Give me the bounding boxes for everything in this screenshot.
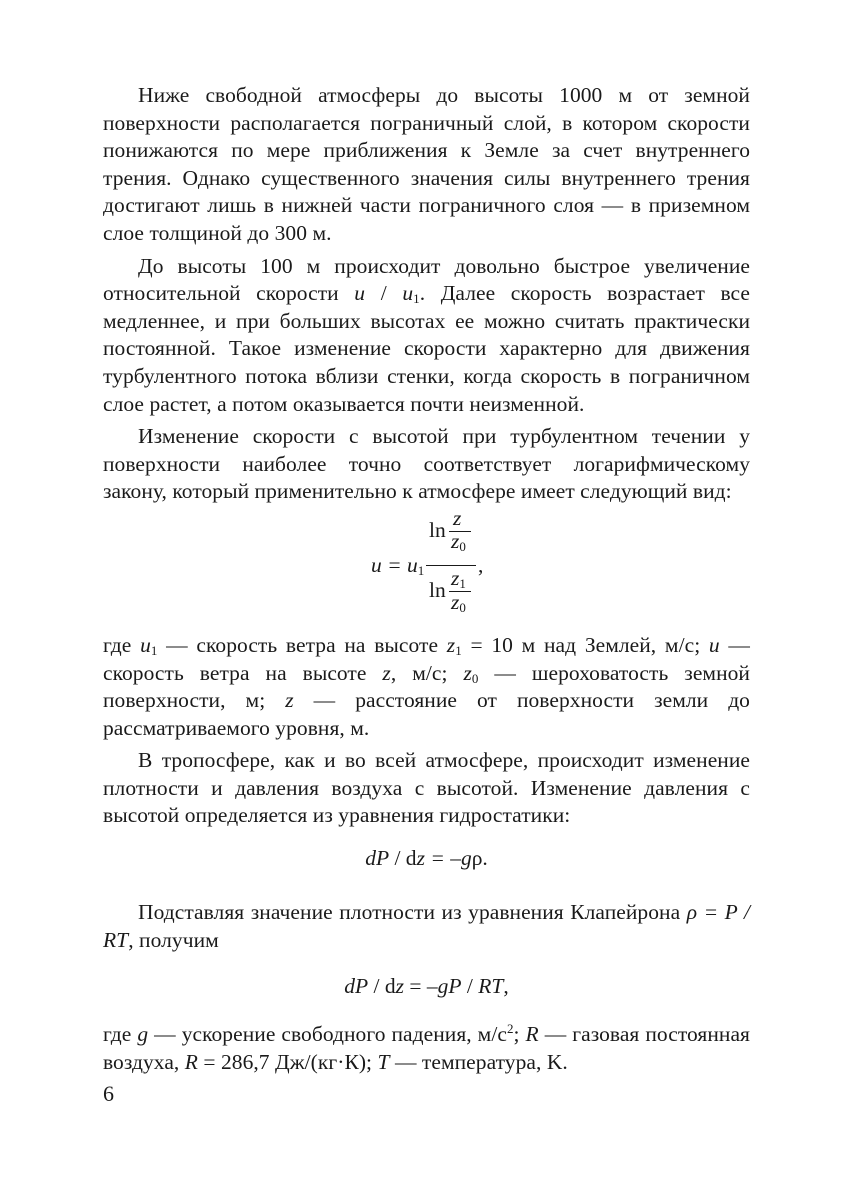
eq-part: dP	[365, 846, 390, 871]
eq-part: dP	[344, 974, 369, 999]
var-u: u	[708, 632, 720, 657]
text-run: — шероховатость земной поверхности, м;	[103, 660, 750, 713]
eq-part: RT	[478, 974, 504, 999]
eq-part: = –g	[424, 846, 472, 871]
den-z0	[451, 590, 466, 614]
eq-part: ρ.	[471, 846, 488, 871]
var-z: z	[382, 660, 391, 685]
eq-part: / d	[389, 846, 417, 871]
var-g: g	[137, 1022, 149, 1047]
text-run: Подставляя значение плотности из уравнения Клапейрона	[138, 900, 687, 925]
den-ln: ln	[429, 577, 446, 602]
var-T: T	[377, 1049, 390, 1074]
text-run: = 286,7 Дж/(кг·К);	[197, 1049, 378, 1074]
text-run: — газовая постоянная воздуха,	[103, 1022, 750, 1074]
var-z: z	[285, 688, 294, 713]
text-run: , получим	[128, 927, 219, 952]
text-run: — скорость ветра на высоте	[103, 632, 750, 685]
subscript: 1	[150, 642, 158, 658]
num-z0	[451, 529, 466, 553]
den-z0-sub: 0	[459, 599, 466, 615]
num-z0-sub: 0	[459, 538, 466, 554]
text-run: — ускорение свободного падения, м/с	[148, 1022, 507, 1047]
num-z0-var: z	[451, 528, 460, 553]
paragraph-troposphere: В тропосфере, как и во всей атмосфере, происходит изменение плотности и давления воздуха с высотой. Изменение давления с высотой определяется из уравнения гидростатики:	[103, 748, 750, 828]
subscript: 1	[455, 642, 462, 658]
inline-formula: ρ = P / RT	[103, 900, 750, 952]
formula-lhs	[371, 553, 424, 577]
var-u: u	[354, 281, 366, 306]
eq-part: z	[416, 846, 425, 871]
text-run: — скорость ветра на высоте	[157, 632, 447, 657]
eq-part: / d	[368, 974, 396, 999]
text-run: — расстояние от поверхности земли до рассматриваемого уровня, м.	[103, 688, 750, 740]
eq-part: ,	[503, 974, 509, 999]
lhs-text: u = u	[371, 552, 418, 577]
superscript: 2	[506, 1021, 514, 1037]
paragraph-variable-definitions	[103, 632, 750, 742]
den-z1	[451, 566, 466, 590]
num-ln: ln	[429, 517, 446, 542]
eq-part: gP	[437, 974, 462, 999]
text-run: , м/с;	[390, 660, 464, 685]
var-z1: z	[446, 632, 456, 657]
var-z0: z	[463, 660, 472, 685]
page-number: 6	[103, 1081, 114, 1106]
text-run: где	[103, 632, 141, 657]
paragraph-velocity-change	[103, 253, 750, 419]
formula-log-law	[103, 505, 750, 630]
var-u1: u	[402, 281, 414, 306]
eq-part: = –	[404, 974, 438, 999]
lhs-subscript: 1	[417, 562, 425, 578]
eq-part: /	[461, 974, 479, 999]
formula-comma: ,	[478, 552, 484, 577]
paragraph-constants	[103, 1021, 750, 1076]
num-z: z	[453, 505, 462, 530]
paragraph-clapeyron	[103, 899, 750, 954]
formula-hydrostatics	[103, 845, 750, 872]
subscript: 0	[471, 670, 479, 686]
den-z0-var: z	[451, 589, 460, 614]
var-R: R	[184, 1049, 198, 1074]
subscript: 1	[413, 291, 420, 307]
den-z1-sub: 1	[459, 575, 466, 591]
text-run: = 10 м над Землей, м/с;	[461, 632, 709, 657]
var-u1: u	[140, 632, 151, 657]
var-R: R	[525, 1022, 539, 1047]
formula-pressure-gradient	[103, 973, 750, 1000]
text-run: — температура, K.	[389, 1049, 568, 1074]
text-run: где	[103, 1022, 138, 1047]
text-run: ;	[513, 1022, 526, 1047]
page-content	[103, 82, 750, 1076]
text-run: До высоты 100 м происходит довольно быстрое увеличение относительной скорости	[103, 253, 750, 306]
text-run: . Далее скорость возрастает все медленнее, и при больших высотах ее можно считать практически постоянной. Такое изменение скорости характерно для движения турбулентного потока вблизи стенки, когда скорость в пограничном слое растет, а потом оказывается почти неизменной.	[103, 281, 750, 416]
den-z1-var: z	[451, 565, 460, 590]
paragraph-log-law-intro: Изменение скорости с высотой при турбулентном течении у поверхности наиболее точно соответствует логарифмическому закону, который применительно к атмосфере имеет следующий вид:	[103, 424, 750, 504]
paragraph-boundary-layer: Ниже свободной атмосферы до высоты 1000 м от земной поверхности располагается пограничный слой, в котором скорости понижаются по мере приближения к Земле за счет внутреннего трения. Однако существенного значения силы внутреннего трения достигают лишь в нижней части пограничного слоя — в приземном слое толщиной до 300 м.	[103, 83, 750, 245]
eq-part: z	[395, 974, 404, 999]
text-run: /	[365, 281, 403, 306]
